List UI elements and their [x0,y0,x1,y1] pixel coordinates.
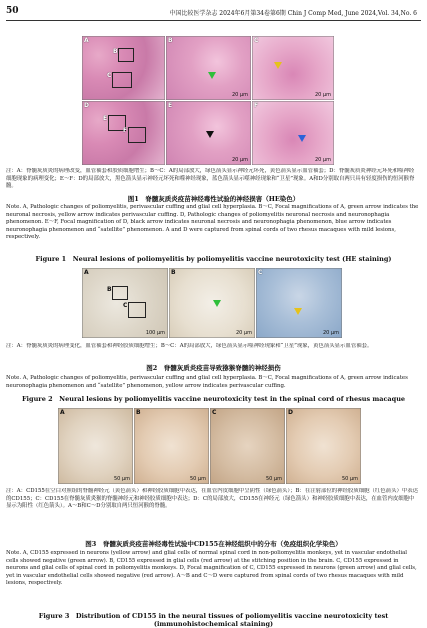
figure1-title-cn: 图1 脊髓灰质炎疫苗神经毒性试验的神经损害（HE染色） [127,195,300,203]
scale-bar-label: 20 μm [314,157,331,163]
figure1-panel-c [252,36,334,100]
scale-bar-label: 100 μm [145,330,165,336]
figure3-panel-a [58,408,133,484]
header-rule [6,20,421,21]
figure1-panel-a [82,36,165,100]
figure2-note-en: Note. A, Pathologic changes of poliomyelitis, perivascular cuffing and glial cell hyperplasia. B～C, Focal magnifications of A, green arrow indicates neuronophagia phenomenon and “satellite” phenomenon, yellow arrow indicates perivascular cuffing. [6,375,408,389]
inset-box-b: B [118,48,134,62]
scale-bar-label: 20 μm [231,157,248,163]
panel-label: B [171,269,176,276]
running-header [0,6,427,18]
inset-box-c: C [128,302,146,318]
figure3-note-cn: 注：A：CD155在空白对照组的脊髓神经元（黄色箭头）和神经胶质细胞中表达，在血管内皮细胞中呈阴性（绿色箭头）；B：在注射部位的神经胶质细胞（红色箭头）中表达的CD155；C：CD155在脊髓灰质炎猴的脊髓神经元和神经胶质细胞中表达；D：C的局部放大，CD155在神经元（绿色箭头）和神经胶质细胞中表达，在血管内皮细胞中显示为阳性（红色箭头）。A～B和C～D分别取自两只恒河猴的脊髓。 [6,488,419,510]
figure1-panel-d [82,101,165,165]
panel-label: C [212,409,217,416]
inset-box-c: C [112,72,132,88]
scale-bar-label: 20 μm [235,330,252,336]
figure3-title-cn: 图3 脊髓灰质炎疫苗神经毒性试验中CD155在神经组织中的分布（免疫组织化学染色） [85,540,342,548]
yellow-arrow-icon [294,308,302,315]
panel-label: A [60,409,65,416]
panel-label: D [84,102,89,109]
figure1-title-en: Figure 1 Neural lesions of poliomyelitis by poliomyelitis vaccine neurotoxicity test (HE staining) [35,255,392,263]
figure3-panel-d [286,408,361,484]
scale-bar-label: 50 μm [189,476,206,482]
figure2-panel-a [82,268,168,338]
inset-box-b: B [112,286,128,300]
panel-label: F [254,102,259,109]
panel-label: E [168,102,173,109]
figure3-panel-c [210,408,285,484]
inset-box-e: E [108,115,126,131]
scale-bar-label: 50 μm [265,476,282,482]
scale-bar-label: 20 μm [314,92,331,98]
panel-label: A [84,37,89,44]
figure2-panel-c [256,268,342,338]
black-arrow-icon [206,131,214,138]
green-arrow-icon [213,300,221,307]
panel-label: C [258,269,263,276]
figure2-title-en: Figure 2 Neural lesions by poliomyelitis vaccine neurotoxicity test in the spinal cord of rhesus macaque [21,395,406,403]
figure3-note-en: Note. A, CD155 expressed in neurons (yellow arrow) and glial cells of normal spinal cord in non-poliomyelitis monkeys, yet in vascular endothelial cells showed negative (green arrow). B, CD155 expressed in glial cells (red arrow) at the stitching position in the brain. C, CD155 expressed in neurons and glial cells of spinal cord in poliomyelitis monkeys. D, Focal magnification of C, CD155 expressed in neurons (green arrow) and glial cells, yet in vascular endothelial cells showed negative (red arrow). A～B and C～D were captured from spinal cords of two rhesus macaques with mild lesions, respectively. [6,550,417,587]
journal-citation: 中国比较医学杂志 2024年6月第34卷第6期 Chin J Comp Med, June 2024,Vol. 34,No. 6 [169,10,417,17]
figure1-note-en: Note. A, Pathologic changes of poliomyelitis, perivascular cuffing and glial cell hyperplasia. B～C, Focal magnifications of A, green arrow indicates the neuronal necrosis, yellow arrow indicates perivascular cuffing. D, Pathologic changes of poliomyelitis neuronal necrosis and neuronophagia phenomenon. E～F, Focal magnification of D, black arrow indicates neuronal necrosis and neuronophagia phenomenon, blue arrow indicates neuronophagia phenomenon and “satellite” phenomenon. A and D were captured from spinal cords of two rhesus macaques with mild lesions, respectively. [6,204,419,241]
panel-label: D [288,409,293,416]
figure1-panel-f [252,101,334,165]
inset-box-f: F [128,127,146,143]
panel-label: B [136,409,141,416]
scale-bar-label: 50 μm [341,476,358,482]
green-arrow-icon [208,72,216,79]
panel-label: B [168,37,173,44]
figure3-panel-b [134,408,209,484]
figure1-panel-b [166,36,251,100]
panel-label: A [84,269,89,276]
panel-label: C [254,37,259,44]
page-number: 50 [6,6,19,16]
scale-bar-label: 20 μm [322,330,339,336]
scale-bar-label: 20 μm [231,92,248,98]
figure2-note-cn: 注：A：脊髓灰质炎的病理变化，血管袖套和神经胶质细胞增生；B～C：A的局部放大，绿色箭头显示噬神经现象和“卫星”现象，黄色箭头显示血管袖套。 [6,343,373,349]
figure3-title-en: Figure 3 Distribution of CD155 in the neural tissues of poliomyelitis vaccine neurotoxicity test (immunohistochemical staining) [38,612,389,628]
figure2-title-cn: 图2 脊髓灰质炎疫苗导致猕猴脊髓的神经损伤 [146,364,281,372]
figure1-note-cn: 注：A：脊髓灰质炎的病理改变，血管袖套和胶质细胞增生；B～C：A的局部放大，绿色箭头显示神经元坏死，黄色箭头显示血管袖套；D：脊髓灰质炎神经元坏死和噬神经细胞现象的病理变化；E～F：D的局部放大，黑色箭头显示神经元坏死和噬神经现象，蓝色箭头显示噬神经现象和“卫星”现象。A和D分别取自两只具有轻度损伤的恒河猴脊髓。 [6,168,415,190]
yellow-arrow-icon [274,62,282,69]
scale-bar-label: 50 μm [113,476,130,482]
blue-arrow-icon [298,135,306,142]
figure2-panel-b [169,268,255,338]
figure1-panel-e [166,101,251,165]
